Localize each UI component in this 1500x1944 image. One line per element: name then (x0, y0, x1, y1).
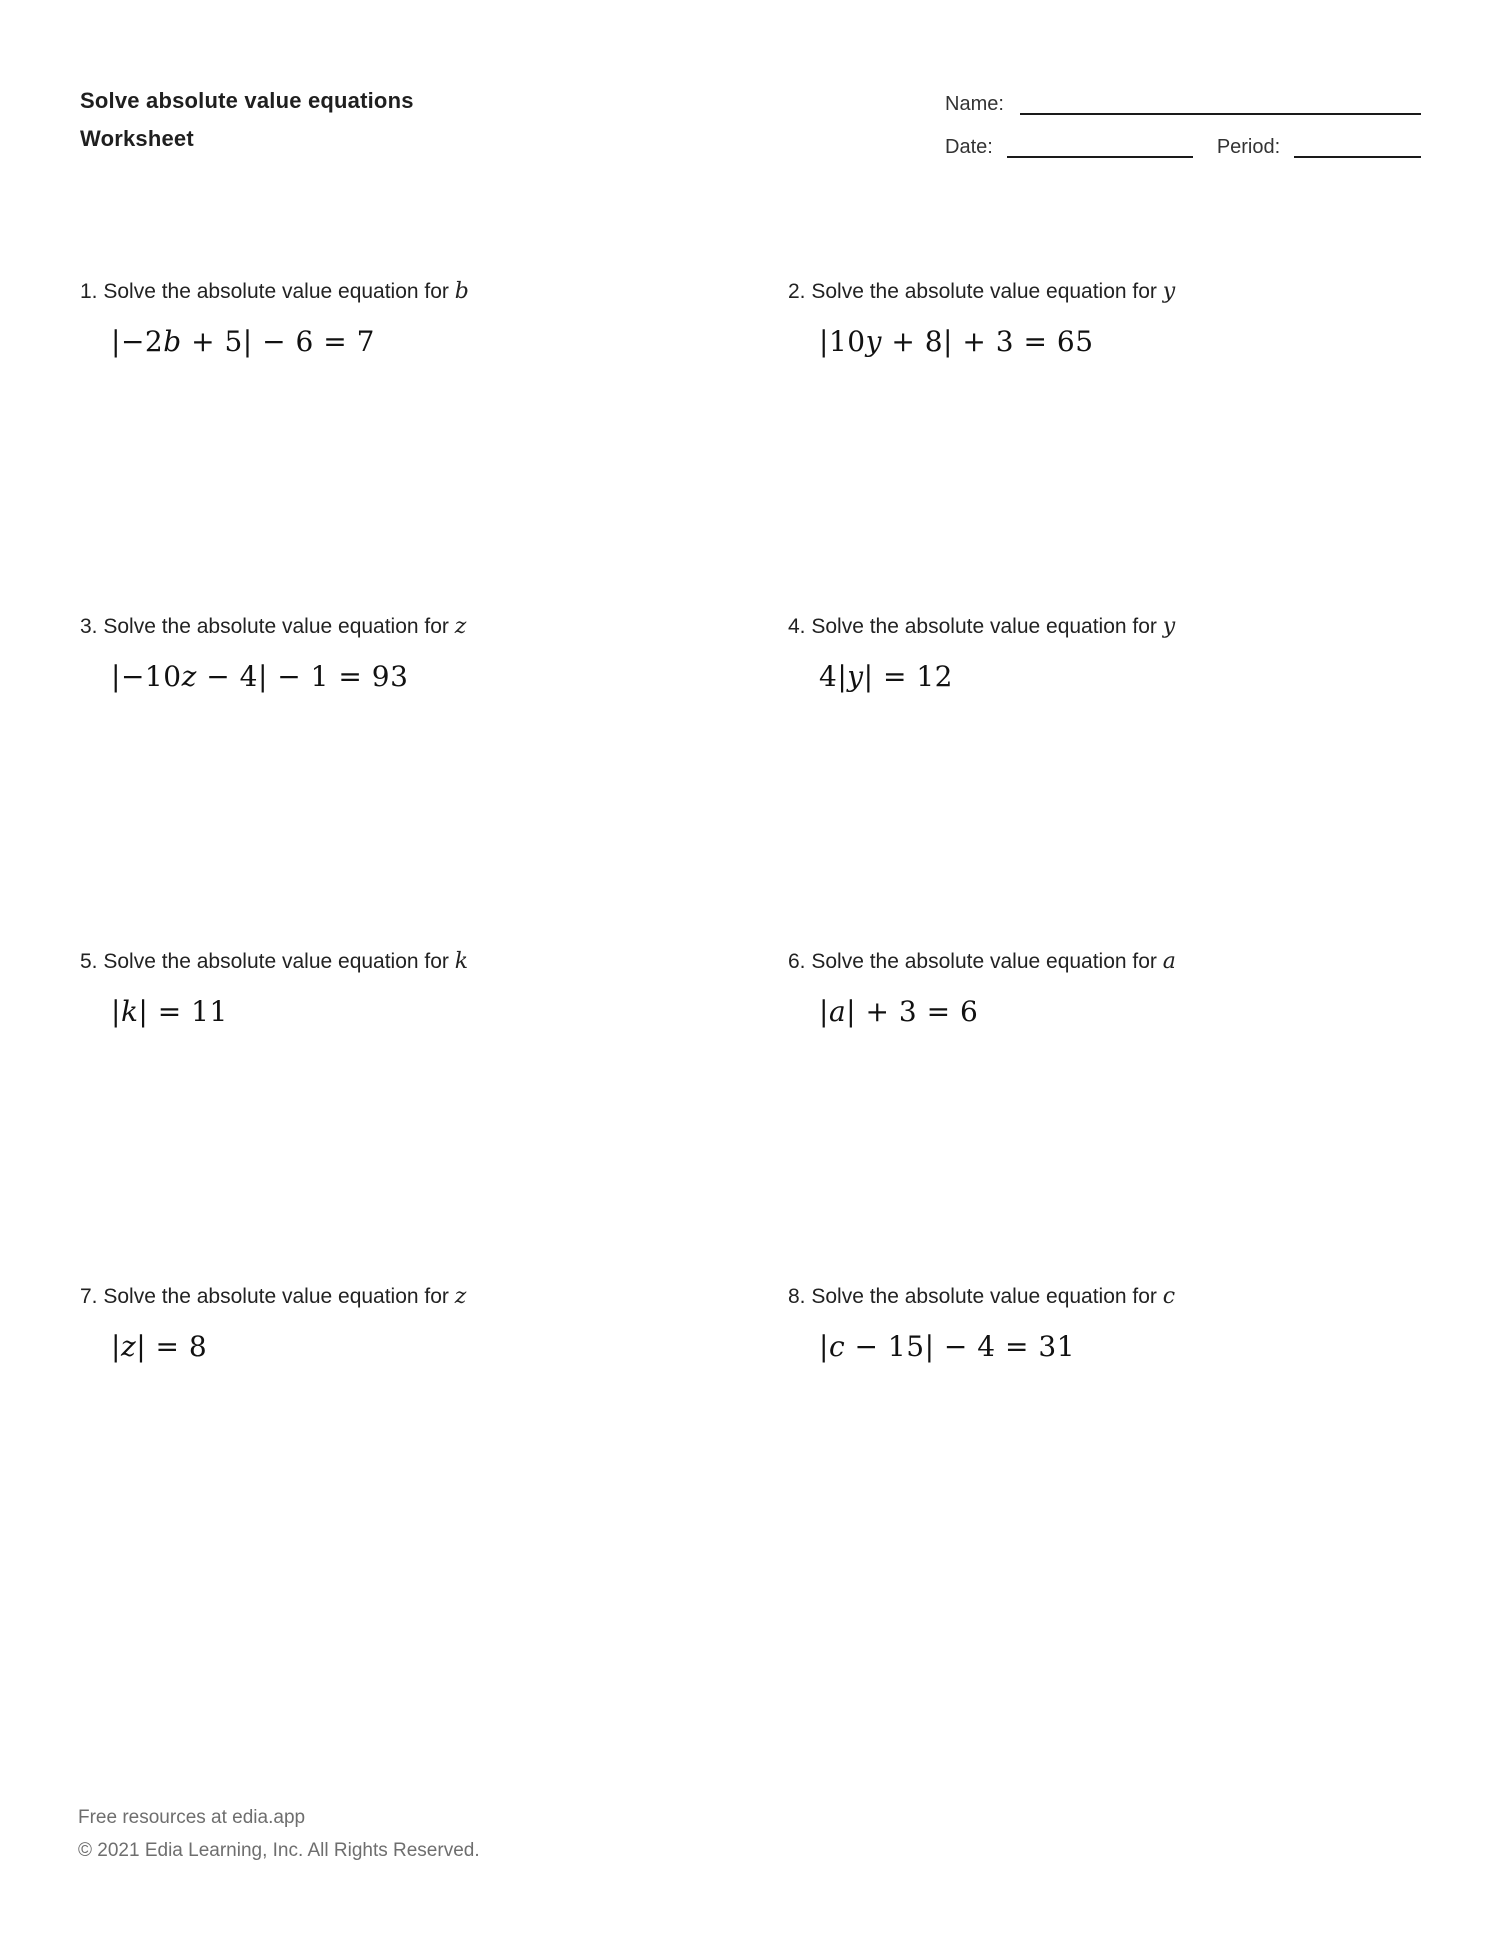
worksheet-title (80, 82, 414, 158)
footer-copyright: © 2021 Edia Learning, Inc. All Rights Reserved. (78, 1840, 480, 1861)
period-blank-line (1294, 148, 1421, 158)
problem-number: 8. (788, 1285, 806, 1308)
date-period-field-row (945, 131, 1421, 161)
footer-resources: Free resources at edia.app (78, 1807, 306, 1828)
problem-prompt (80, 278, 788, 305)
problem (788, 278, 1420, 613)
page-footer (78, 1801, 480, 1867)
problem-number: 4. (788, 615, 806, 638)
problem-prompt (788, 948, 1420, 975)
problem-text: Solve the absolute value equation for (805, 1285, 1163, 1308)
problem-variable: a (1162, 949, 1176, 974)
problem-equation: |a| + 3 = 6 (819, 995, 979, 1028)
problem-text: Solve the absolute value equation for (97, 1285, 455, 1308)
problem-prompt (788, 278, 1420, 305)
problem-text: Solve the absolute value equation for (97, 615, 455, 638)
problem-equation: |10y + 8| + 3 = 65 (819, 325, 1094, 358)
problem-variable: z (454, 614, 467, 639)
problem-prompt (80, 948, 788, 975)
problem-prompt (788, 1283, 1420, 1310)
problem-text: Solve the absolute value equation for (97, 280, 455, 303)
problem-number: 7. (80, 1285, 98, 1308)
problem-equation: |c − 15| − 4 = 31 (819, 1330, 1076, 1363)
problem (80, 948, 788, 1283)
problem-prompt (788, 613, 1420, 640)
problem-variable: c (1162, 1284, 1176, 1309)
name-blank-line (1020, 105, 1421, 115)
period-label: Period: (1216, 136, 1281, 158)
problem-prompt (80, 613, 788, 640)
problem (788, 948, 1420, 1283)
date-blank-line (1007, 148, 1193, 158)
problem-equation: |k| = 11 (111, 995, 228, 1028)
problem (80, 278, 788, 613)
problem-text: Solve the absolute value equation for (805, 950, 1163, 973)
problem-equation: |z| = 8 (111, 1330, 208, 1363)
problem (788, 613, 1420, 948)
problem-text: Solve the absolute value equation for (97, 950, 455, 973)
problems-grid (80, 278, 1420, 1618)
problem-text: Solve the absolute value equation for (805, 280, 1163, 303)
problem-variable: b (454, 279, 469, 304)
problem (788, 1283, 1420, 1618)
problem-number: 1. (80, 280, 98, 303)
title-line-1: Solve absolute value equations (80, 88, 414, 113)
student-fields (945, 88, 1421, 174)
problem-text: Solve the absolute value equation for (805, 615, 1163, 638)
date-label: Date: (945, 136, 993, 158)
problem-number: 6. (788, 950, 806, 973)
problem-number: 3. (80, 615, 98, 638)
problem-number: 2. (788, 280, 806, 303)
problem-prompt (80, 1283, 788, 1310)
problem-equation: |−10z − 4| − 1 = 93 (111, 660, 409, 693)
problem-number: 5. (80, 950, 98, 973)
problem-equation: 4|y| = 12 (819, 660, 953, 693)
problem-variable: z (454, 1284, 467, 1309)
problem (80, 1283, 788, 1618)
problem-variable: k (454, 949, 469, 974)
problem (80, 613, 788, 948)
title-line-2: Worksheet (80, 126, 194, 151)
name-field-row (945, 88, 1421, 118)
problem-variable: y (1162, 279, 1176, 304)
problem-equation: |−2b + 5| − 6 = 7 (111, 325, 375, 358)
problem-variable: y (1162, 614, 1176, 639)
name-label: Name: (945, 93, 1004, 115)
